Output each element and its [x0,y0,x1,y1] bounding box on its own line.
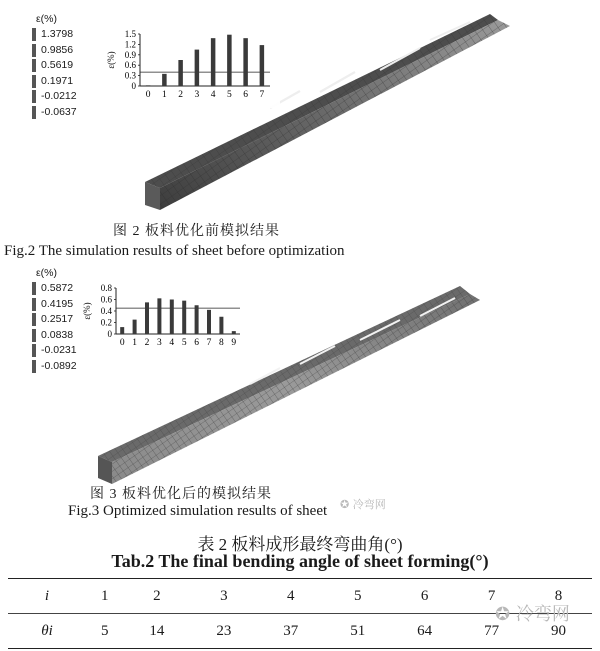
table-cell: 1 [100,587,109,604]
bar [211,38,216,86]
watermark-large [495,600,570,626]
y-tick-label: 0.2 [100,317,112,328]
watermark-text: 冷弯网 [352,498,386,511]
x-tick-label: 1 [162,90,167,100]
x-tick-label: 9 [231,338,237,348]
legend-title: ε(%) [36,267,58,279]
x-tick-label: 0 [119,338,125,348]
table-cell: 14 [149,622,165,639]
x-tick-label: 4 [210,90,216,100]
legend-entry [32,297,77,313]
watermark-small [340,496,386,512]
legend-value: -0.0231 [41,344,77,357]
y-axis-label: ε(%) [82,302,92,320]
x-tick-label: 1 [132,338,137,348]
legend-value: 0.5619 [41,59,74,72]
table-cell: 77 [484,622,500,639]
bar [182,301,186,334]
legend-value: -0.0892 [41,359,77,372]
figure-2-caption-cn: 图 2 板料优化前模拟结果 [113,224,280,239]
legend-value: 0.5872 [41,282,74,295]
y-tick-label: 0 [107,329,112,339]
y-tick-label: 0 [131,81,136,91]
strain-bar-chart-fig2 [100,28,280,108]
legend-swatch [32,75,36,88]
table-2-title-en: Tab.2 The final bending angle of sheet forming(°) [111,551,489,571]
x-tick-label: 3 [157,338,162,348]
y-tick-label: 0.6 [100,294,112,305]
x-tick-label: 4 [169,338,175,348]
bar [195,50,200,86]
table-cell: 7 [487,587,496,604]
row-label: i [44,587,50,604]
x-tick-label: 5 [181,338,187,348]
bar [120,327,124,334]
x-tick-label: 7 [259,90,265,100]
x-tick-label: 5 [227,90,232,100]
bar [243,38,248,86]
table-cell: 90 [551,622,567,639]
legend-entry [32,343,77,359]
y-tick-label: 0.6 [124,60,136,71]
figure-3-caption-cn: 图 3 板料优化后的模拟结果 [90,487,272,502]
table-cell: 5 [100,622,109,639]
bar [146,85,151,86]
y-tick-label: 1.5 [124,29,136,39]
legend-swatch [32,360,36,373]
table-cell: 64 [417,622,433,639]
legend-swatch [32,59,36,72]
x-tick-label: 0 [145,90,151,100]
legend-swatch [32,28,36,41]
y-tick-label: 0.8 [100,283,112,293]
legend-entry [32,312,77,328]
bar [232,331,236,334]
legend-fig3 [32,266,77,374]
legend-fig2 [32,12,77,120]
legend-value: 0.1971 [41,74,74,87]
bar [145,302,149,334]
legend-swatch [32,298,36,311]
legend-swatch [32,44,36,57]
legend-entry [32,74,77,90]
x-tick-label: 2 [144,338,150,348]
table-cell: 4 [287,587,295,604]
x-tick-label: 8 [219,338,224,348]
table-cell: 5 [353,587,362,604]
y-tick-label: 0.3 [124,70,136,81]
legend-swatch [32,313,36,326]
bar [207,310,211,334]
table-2-title-cn: 表 2 板料成形最终弯曲角(°) [197,535,403,554]
y-tick-label: 0.9 [124,49,136,60]
watermark-text: 冷弯网 [515,604,570,625]
table-cell: 8 [554,587,563,604]
legend-value: 0.4195 [41,297,74,310]
bar [227,35,232,86]
bar [157,298,161,334]
legend-entry [32,58,77,74]
x-tick-label: 6 [194,338,199,348]
legend-entry [32,359,77,375]
bar [133,320,137,334]
table-cell: 3 [220,587,228,604]
row-label: θi [41,622,53,639]
strain-bar-chart-fig3 [80,282,245,362]
y-tick-label: 0.4 [100,306,112,316]
legend-entry [32,328,77,344]
x-tick-label: 2 [178,90,183,100]
table-cell: 37 [283,622,299,639]
legend-swatch [32,90,36,103]
legend-value: 0.0838 [41,328,74,341]
legend-entry [32,281,77,297]
table-cell: 6 [420,587,429,604]
legend-entry [32,89,77,105]
y-axis-label: ε(%) [106,51,116,69]
figure-3-caption-en: Fig.3 Optimized simulation results of sheet [68,503,328,519]
x-tick-label: 6 [243,90,248,100]
bar [260,45,265,86]
legend-value: 0.2517 [41,313,74,326]
y-tick-label: 1.2 [124,39,136,50]
bar [219,317,223,334]
legend-swatch [32,329,36,342]
legend-swatch [32,282,36,295]
table-cell: 2 [153,587,161,604]
figure-3 [0,264,600,522]
legend-entry [32,27,77,43]
legend-entry [32,43,77,59]
bar [170,300,174,335]
table-cell: 23 [216,622,232,639]
figure-2-caption-en: Fig.2 The simulation results of sheet before optimization [4,243,345,259]
legend-value: -0.0637 [41,105,77,118]
wechat-icon: ✪ [495,604,511,625]
bar [162,74,167,86]
x-tick-label: 7 [206,338,212,348]
legend-value: -0.0212 [41,90,77,103]
legend-swatch [32,106,36,119]
legend-value: 0.9856 [41,43,74,56]
legend-swatch [32,344,36,357]
table-cell: 51 [350,622,366,639]
legend-value: 1.3798 [41,28,74,41]
legend-title: ε(%) [36,13,58,25]
figure-2 [0,0,600,262]
bar [195,305,199,334]
x-tick-label: 3 [194,90,200,100]
legend-entry [32,105,77,121]
sheet-simulation-image-fig2 [0,0,600,262]
wechat-icon: ✪ [340,498,350,511]
bar [178,60,183,86]
